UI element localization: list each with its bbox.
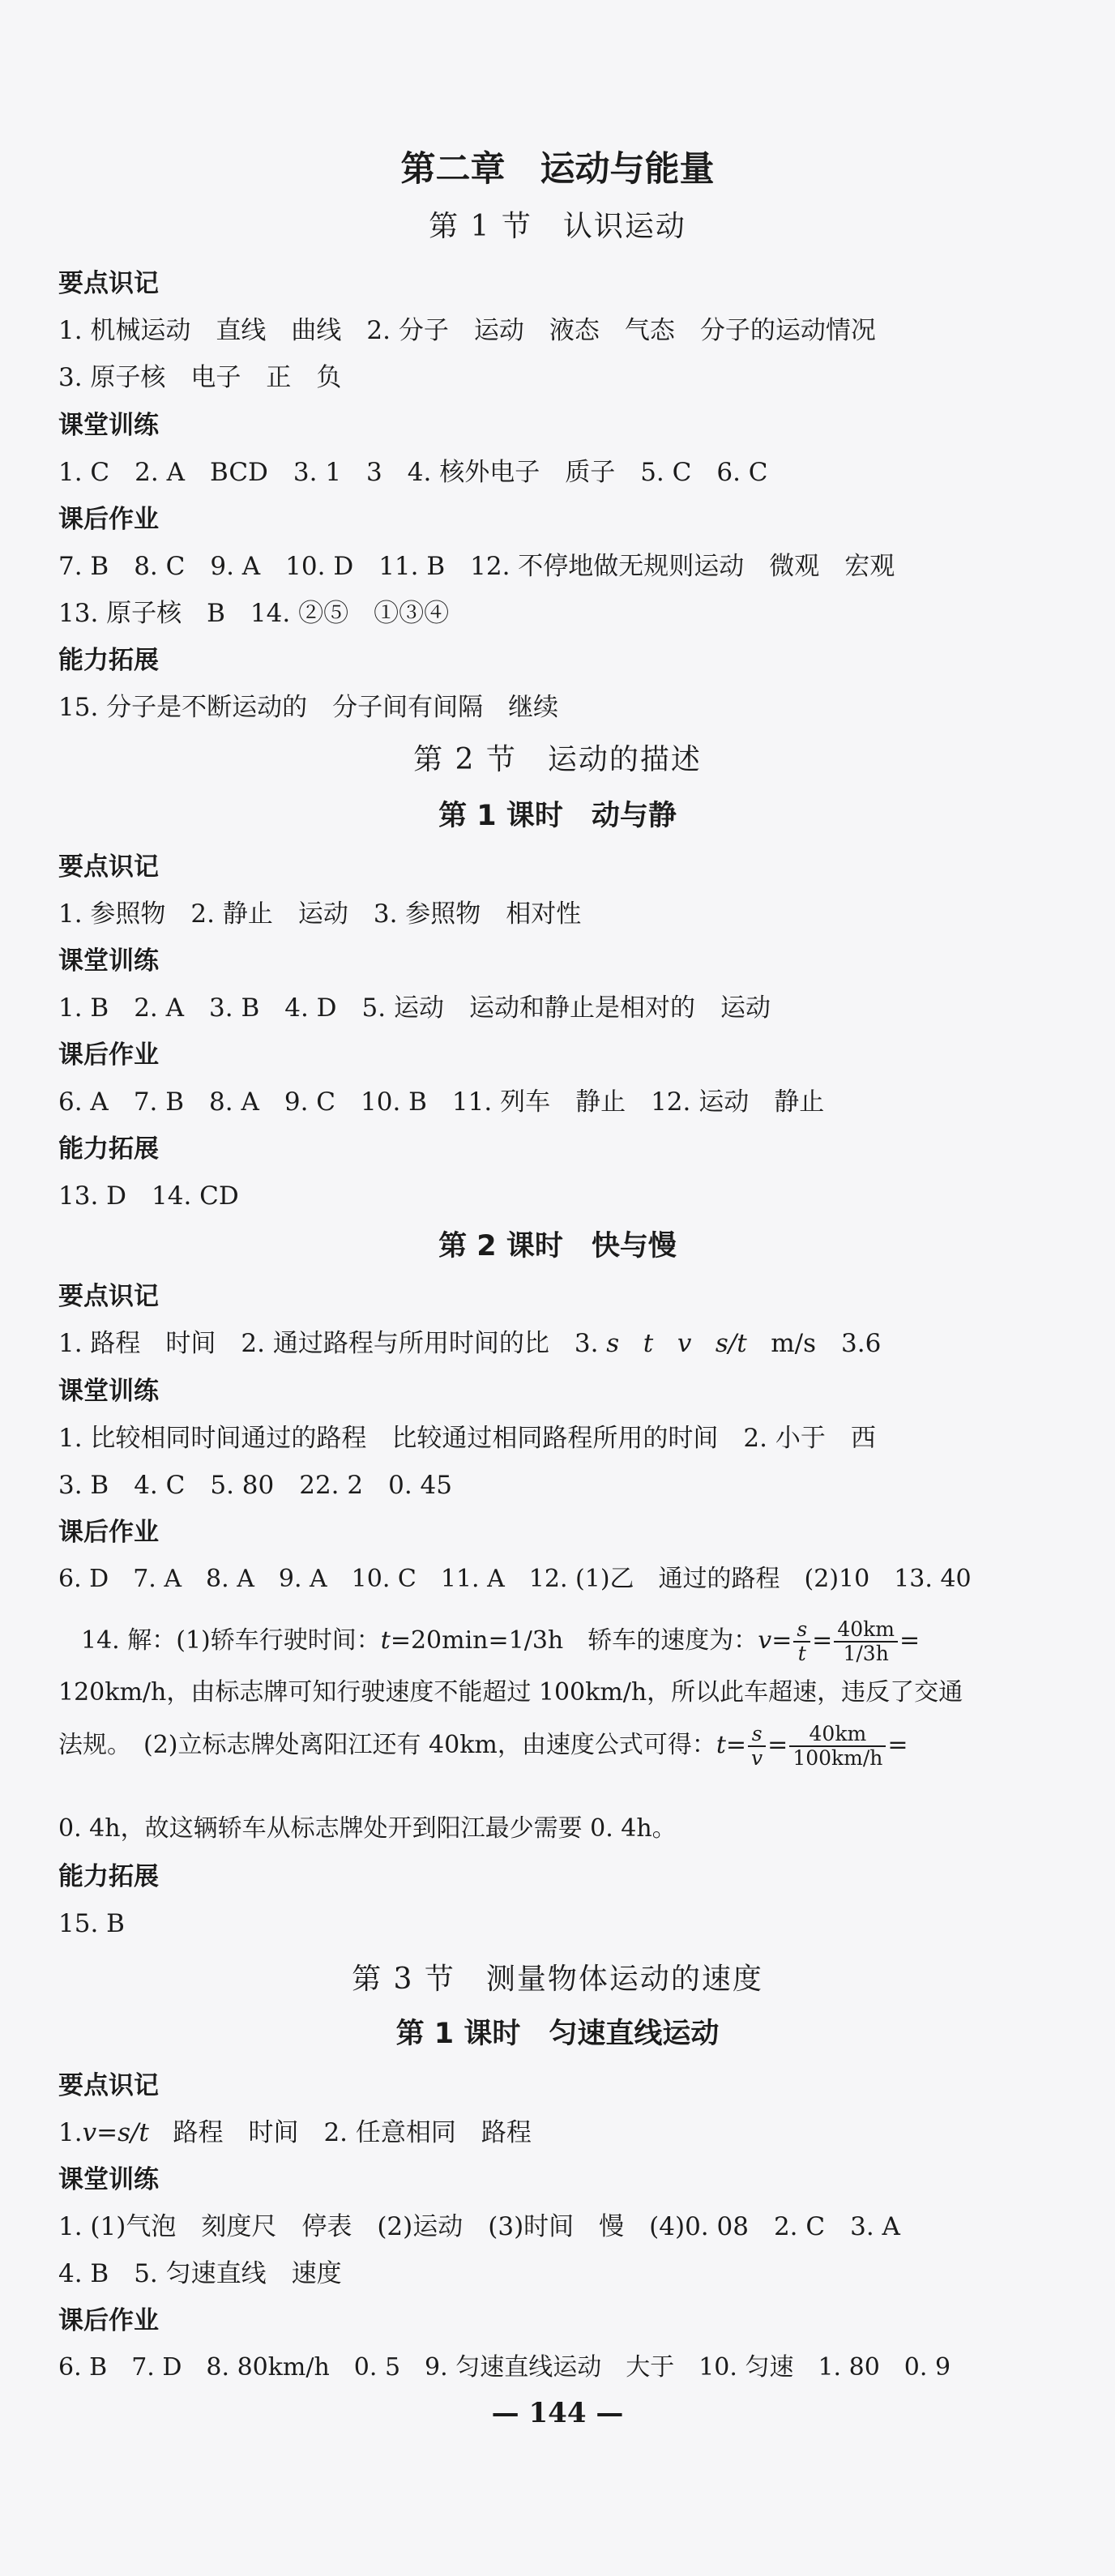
fraction-s-over-v: $\frac{s}{v}$ (748, 1723, 766, 1770)
s3k1-label-class-training: 课堂训练 (58, 2165, 159, 2194)
s1-label-class-training: 课堂训练 (58, 411, 159, 440)
s3k1-answer-line-4: 6. B 7. D 8. 80km/h 0. 5 9. 匀速直线运动 大于 10. 匀速 1. 80 0. 9 (58, 2353, 951, 2382)
s2k2-label-extension: 能力拓展 (58, 1862, 159, 1891)
section-2-title: 第 2 节 运动的描述 (413, 743, 702, 776)
s3k1-answer-line-1: 1.v=s/t 路程 时间 2. 任意相同 路程 (58, 2118, 532, 2147)
s2k1-label-homework: 课后作业 (58, 1040, 159, 1070)
s2k2-answer-line-2: 1. 比较相同时间通过的路程 比较通过相同路程所用的时间 2. 小于 西 (58, 1424, 876, 1453)
q14-line-3: 法规。 (2)立标志牌处离阳江还有 40km，由速度公式可得：t= $\frac{s}{v}$ = $\frac{40km}{100km/h}$ = (58, 1722, 908, 1770)
s2-lesson-2-title: 第 2 课时 快与慢 (438, 1230, 677, 1262)
s2k1-answer-line-4: 13. D 14. CD (58, 1181, 239, 1211)
fraction-40km-over-third-hour: $\frac{40km}{1/3h}$ (834, 1618, 898, 1665)
s1-answer-line-2: 3. 原子核 电子 正 负 (58, 363, 342, 392)
s3k1-label-key-points: 要点识记 (58, 2071, 159, 2100)
q14-line-2: 120km/h，由标志牌可知行驶速度不能超过 100km/h，所以此车超速，违反了交通 (58, 1678, 963, 1707)
section-1-title: 第 1 节 认识运动 (429, 210, 686, 243)
s2-lesson-1-title: 第 1 课时 动与静 (438, 800, 677, 832)
s1-answer-line-1: 1. 机械运动 直线 曲线 2. 分子 运动 液态 气态 分子的运动情况 (58, 316, 876, 345)
s2k2-label-homework: 课后作业 (58, 1518, 159, 1547)
s2k2-answer-line-5: 15. B (58, 1909, 125, 1938)
s3-lesson-1-title: 第 1 课时 匀速直线运动 (395, 2018, 720, 2050)
s1-answer-line-4: 7. B 8. C 9. A 10. D 11. B 12. 不停地做无规则运动 微观 宏观 (58, 552, 895, 581)
q14-line-4: 0. 4h，故这辆轿车从标志牌处开到阳江最少需要 0. 4h。 (58, 1814, 677, 1843)
s2k2-answer-line-3: 3. B 4. C 5. 80 22. 2 0. 45 (58, 1471, 452, 1500)
s2k2-label-class-training: 课堂训练 (58, 1377, 159, 1406)
page-number: — 144 — (491, 2397, 624, 2429)
s3k1-label-homework: 课后作业 (58, 2306, 159, 2335)
s1-answer-line-3: 1. C 2. A BCD 3. 1 3 4. 核外电子 质子 5. C 6. C (58, 458, 768, 487)
fraction-40km-over-100kmh: $\frac{40km}{100km/h}$ (789, 1723, 886, 1770)
chapter-title: 第二章 运动与能量 (400, 149, 715, 190)
s1-answer-line-6: 15. 分子是不断运动的 分子间有间隔 继续 (58, 693, 559, 722)
s3k1-answer-line-2: 1. (1)气泡 刻度尺 停表 (2)运动 (3)时间 慢 (4)0. 08 2. C 3. A (58, 2212, 900, 2241)
s1-label-key-points: 要点识记 (58, 269, 159, 298)
s1-answer-line-5: 13. 原子核 B 14. ②⑤ ①③④ (58, 599, 450, 628)
s2k1-label-extension: 能力拓展 (58, 1134, 159, 1164)
s2k1-answer-line-1: 1. 参照物 2. 静止 运动 3. 参照物 相对性 (58, 899, 582, 929)
section-3-title: 第 3 节 测量物体运动的速度 (352, 1963, 763, 1996)
s1-label-extension: 能力拓展 (58, 646, 159, 675)
s3k1-answer-line-3: 4. B 5. 匀速直线 速度 (58, 2259, 342, 2288)
s2k1-label-class-training: 课堂训练 (58, 946, 159, 976)
s2k1-label-key-points: 要点识记 (58, 852, 159, 882)
s2k1-answer-line-3: 6. A 7. B 8. A 9. C 10. B 11. 列车 静止 12. 运动 静止 (58, 1087, 825, 1117)
s2k2-label-key-points: 要点识记 (58, 1282, 159, 1311)
s2k1-answer-line-2: 1. B 2. A 3. B 4. D 5. 运动 运动和静止是相对的 运动 (58, 993, 771, 1023)
s2k2-answer-line-4: 6. D 7. A 8. A 9. A 10. C 11. A 12. (1)乙 通过的路程 (2)10 13. 40 (58, 1565, 972, 1593)
s2k2-answer-line-1: 1. 路程 时间 2. 通过路程与所用时间的比 3. s t v s/t m/s 3.6 (58, 1329, 882, 1358)
q14-line-1: 14. 解：(1)轿车行驶时间：t=20min=1/3h 轿车的速度为：v= $\frac{s}{t}$ = $\frac{40km}{1/3h}$ = (81, 1617, 921, 1665)
fraction-s-over-t: $\frac{s}{t}$ (793, 1618, 810, 1665)
s1-label-homework: 课后作业 (58, 505, 159, 534)
